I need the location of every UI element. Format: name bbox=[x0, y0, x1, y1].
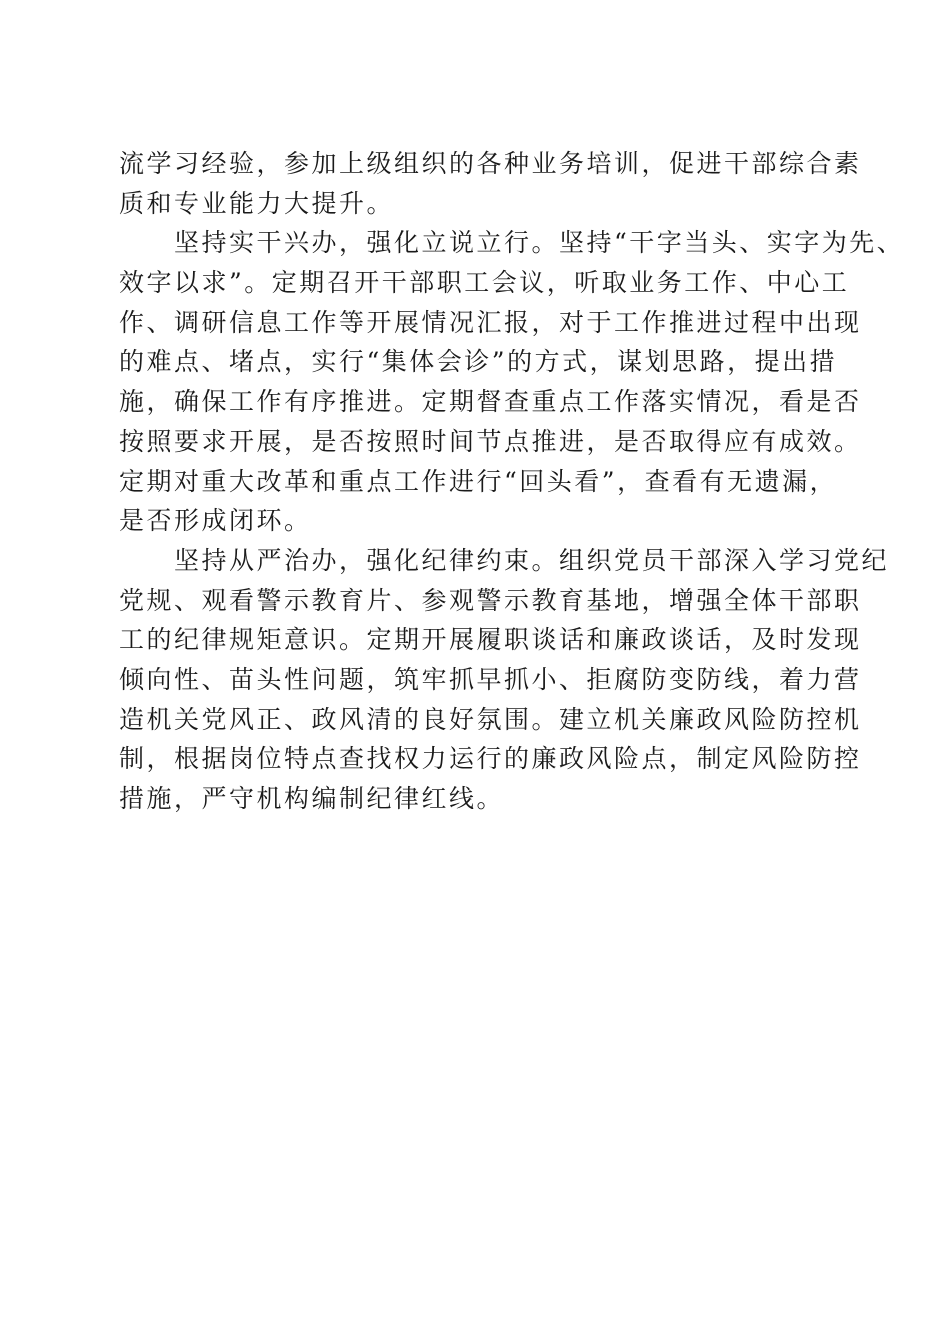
text-line: 措施，严守机构编制纪律红线。 bbox=[119, 784, 505, 813]
text-line: 制，根据岗位特点查找权力运行的廉政风险点，制定风险防控 bbox=[119, 744, 862, 774]
paragraph-1 bbox=[119, 144, 862, 223]
text-line: 按照要求开展，是否按照时间节点推进，是否取得应有成效。 bbox=[119, 426, 862, 456]
document-body bbox=[119, 144, 905, 819]
text-line: 的难点、堵点，实行“集体会诊”的方式，谋划思路，提出措 bbox=[119, 347, 838, 377]
text-line: 施，确保工作有序推进。定期督查重点工作落实情况，看是否 bbox=[119, 387, 862, 417]
text-line: 作、调研信息工作等开展情况汇报，对于工作推进过程中出现 bbox=[119, 307, 862, 337]
text-line: 党规、观看警示教育片、参观警示教育基地，增强全体干部职 bbox=[119, 585, 862, 615]
text-line: 是否形成闭环。 bbox=[119, 506, 312, 536]
text-line: 坚持实干兴办，强化立说立行。坚持“干字当头、实字为先、 bbox=[119, 228, 905, 258]
text-line: 倾向性、苗头性问题，筑牢抓早抓小、拒腐防变防线，着力营 bbox=[119, 664, 862, 694]
paragraph-3 bbox=[119, 541, 890, 819]
text-line: 坚持从严治办，强化纪律约束。组织党员干部深入学习党纪 bbox=[119, 545, 890, 575]
text-line: 质和专业能力大提升。 bbox=[119, 188, 395, 218]
text-line: 工的纪律规矩意识。定期开展履职谈话和廉政谈话，及时发现 bbox=[119, 625, 862, 655]
text-line: 流学习经验，参加上级组织的各种业务培训，促进干部综合素 bbox=[119, 149, 862, 178]
text-line: 造机关党风正、政风清的良好氛围。建立机关廉政风险防控机 bbox=[119, 704, 862, 734]
paragraph-2 bbox=[119, 223, 905, 541]
text-line: 效字以求”。定期召开干部职工会议，听取业务工作、中心工 bbox=[119, 268, 850, 298]
text-line: 定期对重大改革和重点工作进行“回头看”，查看有无遗漏， bbox=[119, 466, 838, 496]
